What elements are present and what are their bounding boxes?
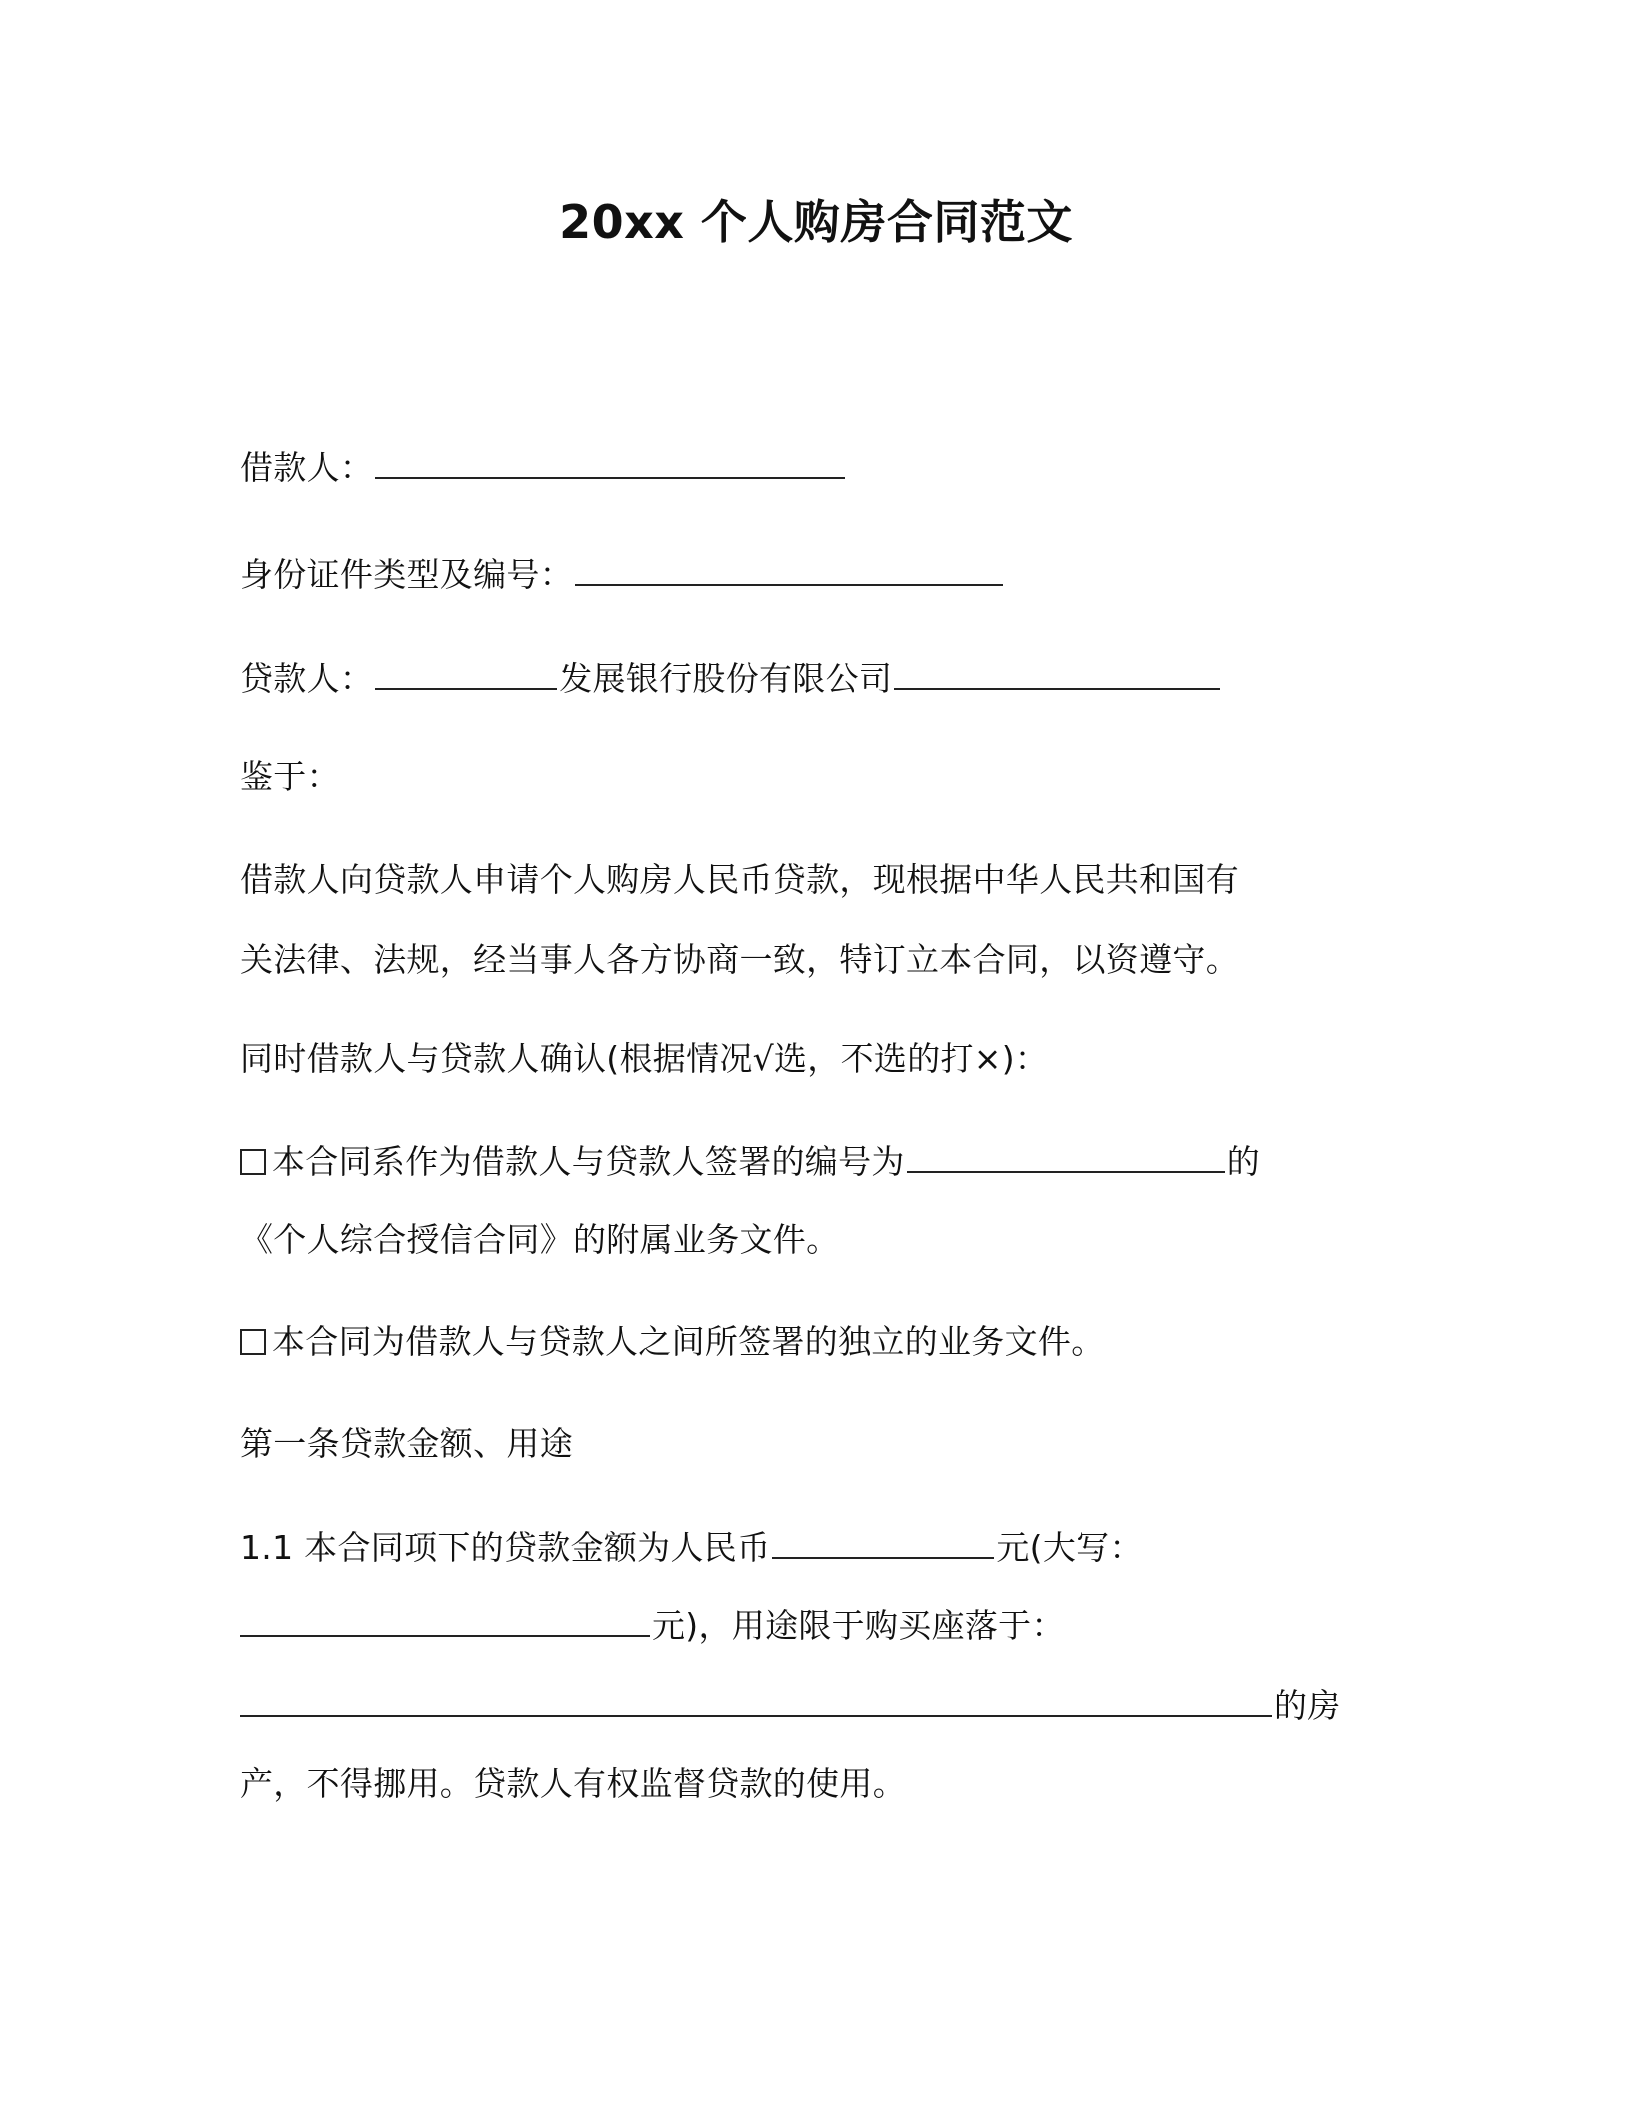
option2-checkbox[interactable] xyxy=(240,1329,266,1355)
option2-text: 本合同为借款人与贷款人之间所签署的独立的业务文件。 xyxy=(272,1322,1105,1361)
clause11-text-b: 元(大写： xyxy=(996,1528,1143,1567)
id-blank xyxy=(575,554,1003,586)
whereas-line: 鉴于： xyxy=(240,757,340,796)
clause11-line-2 xyxy=(240,1604,1065,1648)
borrower-label: 借款人： xyxy=(240,448,374,487)
clause11-line-4: 产，不得挪用。贷款人有权监督贷款的使用。 xyxy=(240,1764,906,1803)
borrower-blank xyxy=(375,447,845,479)
lender-name: 发展银行股份有限公司 xyxy=(559,659,893,698)
option1-number-blank xyxy=(907,1141,1225,1173)
lender-blank-1 xyxy=(375,658,557,690)
clause11-line-3 xyxy=(240,1684,1341,1728)
clause11-line-1 xyxy=(240,1526,1143,1570)
amount-blank xyxy=(772,1527,994,1559)
clause11-text-c: 元)，用途限于购买座落于： xyxy=(652,1606,1065,1645)
option2-line xyxy=(240,1320,1105,1364)
clause11-text-a: 1.1 本合同项下的贷款金额为人民币 xyxy=(240,1528,771,1567)
preamble-line-2: 关法律、法规，经当事人各方协商一致，特订立本合同，以资遵守。 xyxy=(240,940,1239,979)
amount-words-blank xyxy=(240,1605,650,1637)
option1-text: 本合同系作为借款人与贷款人签署的编号为 xyxy=(272,1142,905,1181)
property-location-blank xyxy=(240,1685,1272,1717)
option1-suffix: 的 xyxy=(1226,1142,1261,1181)
clause11-text-d: 的房 xyxy=(1274,1686,1341,1725)
confirm-line: 同时借款人与贷款人确认(根据情况√选，不选的打×)： xyxy=(240,1039,1049,1078)
borrower-line xyxy=(240,446,847,490)
option1-checkbox[interactable] xyxy=(240,1149,266,1175)
lender-label: 贷款人： xyxy=(240,659,374,698)
article1-heading: 第一条贷款金额、用途 xyxy=(240,1424,573,1463)
id-line xyxy=(240,553,1005,597)
lender-line xyxy=(240,657,1222,701)
document-title: 20xx 个人购房合同范文 xyxy=(559,195,1073,249)
id-label: 身份证件类型及编号： xyxy=(240,555,573,594)
option1-line xyxy=(240,1140,1260,1184)
preamble-line-1: 借款人向贷款人申请个人购房人民币贷款，现根据中华人民共和国有 xyxy=(240,860,1239,899)
option1-line-2: 《个人综合授信合同》的附属业务文件。 xyxy=(240,1220,840,1259)
lender-blank-2 xyxy=(894,658,1220,690)
